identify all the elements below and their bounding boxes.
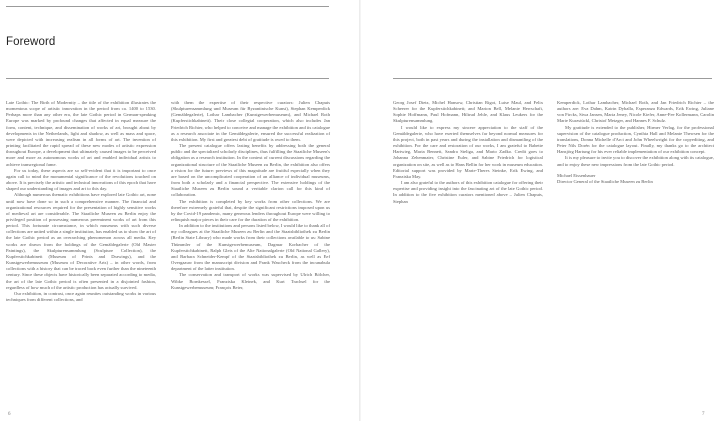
page-title: Foreword <box>6 36 56 48</box>
paragraph: It is my pleasure to invite you to discover the exhibition along with its catalogue, and to enjoy these new impressions from the late Gothic period. <box>557 155 714 167</box>
paragraph: Our exhibition, in contrast, once again reunites outstanding works in various techniques from different collections, and <box>6 290 156 302</box>
page-number-right: 7 <box>702 412 705 417</box>
right-page <box>361 0 720 421</box>
paragraph: The conservation and transport of works was supervised by Ulrich Bölcher, Wibke Bornkessel, Franziska Kleinek, and Kurt Trachsel for the Kunstgewerbemuseum; François Beier, <box>171 272 330 290</box>
text-column-2 <box>171 100 330 291</box>
paragraph: The exhibition is completed by key works from other collections. We are therefore extremely grateful that, despite the significant restrictions imposed upon us by the Covid-19 pandemic, many generous lenders throughout Europe were willing to relinquish major pieces in their care for the duration of the exhibition. <box>171 198 330 222</box>
text-column-4 <box>557 100 714 185</box>
text-column-3 <box>393 100 543 205</box>
paragraph: with them the expertise of their respective curators: Julien Chapuis (Skulpturensammlung und Museum für Byzantinische Kunst), Stephan Kemperdick (Gemäldegalerie), Lothar Lambacher (Kunstgewerbemuseum), and Michael Roth (Kupferstichkabinett). Their close collegial cooperation, which also includes Jan Friedrich Richter, who helped to conceive and manage the exhibition and its catalogue as a research associate in the Gemäldegalerie, ensured the successful realization of this exhibition. My first and greatest debt of gratitude is owed to them. <box>171 100 330 142</box>
text-column-1 <box>6 100 156 303</box>
paragraph: Although numerous thematic exhibitions have explored late Gothic art, none until now have done so in such a comprehensive manner. The financial and organizational resources required for the presentation of highly sensitive works of medieval art are considerable. The Staatliche Museen zu Berlin enjoy the privileged position of possessing numerous preeminent works of art from this period. This fortunate circumstance, in which museums with such diverse collections are united within a single institution, has enabled us to show the art of the late Gothic period as an overarching phenomenon across all media. Key works are drawn from the holdings of the Gemäldegalerie (Old Master Paintings), the Skulpturensammlung (Sculpture Collection), the Kupferstichkabinett (Museum of Prints and Drawings), and the Kunstgewerbemuseum (Museum of Decorative Arts) – in other words, from collections with a history that can be traced back even further than the nineteenth century. Since these objects have historically been separated according to media, the art of the late Gothic period is often presented in a disjointed fashion, regardless of how much of the artistic production has actually survived. <box>6 192 156 290</box>
paragraph: In addition to the institutions and persons listed below, I would like to thank all of my colleagues at the Staatliche Museen zu Berlin and the Staatsbibliothek zu Berlin (Berlin State Library) who made works from their collections available to us: Sabine Thümmler of the Kunstgewerbemuseum, Dagmar Korbacher of the Kupferstichkabinett, Ralph Gleis of the Alte Nationalgalerie (Old National Gallery), and Barbara Schneider-Kempf of the Staatsbibliothek zu Berlin, as well as Eef Overgaauw from the manuscript division and Frank Wascheck from the incunabula department of the latter institution. <box>171 223 330 272</box>
top-rule <box>6 6 329 7</box>
heading-rule <box>6 78 329 79</box>
paragraph: The present catalogue offers lasting benefits by addressing both the general public and the specialized scholarly disciplines, thus fulfilling the Staatliche Museen's obligation as a research institution. In the context of current discussions regarding the organizational structure of the Staatliche Museen zu Berlin, the exhibition also offers a vision for the future: previews of this magnitude are fruitful especially when they are based on the uncomplicated cooperation of an alliance of individual museums, from both a scholarly and a financial perspective. The extensive holdings of the Staatliche Museen zu Berlin sound a veritable clarion call for this kind of collaboration. <box>171 143 330 198</box>
paragraph: Georg Josef Dietz, Michel Hansow, Christian Rigot, Luise Maul, and Felix Scheerer for the Kupferstichkabinett; and Marion Bell, Melanie Herrschaft, Sophie Hoffmann, Paul Hofmann, Hiltrud Jehle, and Klaus Leukers for the Skulpturensammlung. <box>393 100 543 124</box>
heading-rule-right <box>393 78 712 79</box>
signature-name: Michael Eissenhauer <box>557 172 596 178</box>
paragraph: I am also grateful to the authors of this exhibition catalogue for offering their expertise and providing insight into the fascinating art of the late Gothic period. In addition to the five exhibition curators mentioned above – Julien Chapuis, Stephan <box>393 180 543 204</box>
paragraph: My gratitude is extended to the publisher, Hirmer Verlag, for the professional supervision of the catalogue production, Cynthia Hall and Melanie Thewsen for the translations, Donna Michelle d'Arci and John Wheelwright for the copyediting, and Peter Nils Dorén for the catalogue layout. Finally, my thanks go to the architect Hansjörg Hartung for his ever reliable implementation of our exhibition concept. <box>557 124 714 155</box>
paragraph: I would like to express my sincere appreciation to the staff of the Gemäldegalerie, who have exerted themselves far beyond normal measures for this project, both in past years and during the installation and dismantling of the exhibition. For the care and restoration of our works, I am grateful to Babette Hartwieg, Maria Bennett, Sandra Steliga, and Mario Zadko. Credit goes to Johanna Zehenmaier, Christine Euler, and Sabine Friedrich for logistical organization on site, as well as to Hans Bellin for her work in museum education. Editorial support was provided by Marie-Theres Steinke, Erik Ewing, and Franziska May. <box>393 124 543 179</box>
signature-title: Director General of the Staatliche Museen zu Berlin <box>557 178 653 184</box>
paragraph: Kemperdick, Lothar Lambacher, Michael Roth, and Jan Friedrich Richter – the authors are: Eva Dahm, Katrin Dyballa, Esperanza Edwards, Erik Ewing, Juliane von Fircks, Siwa Jansen, Maria Jeney, Nicole Kiefer, Anne-Fee Kollermann, Carolin Marie Kurzstückl, Christof Metzger, and Hannes F. Schulz. <box>557 100 714 124</box>
paragraph: Late Gothic: The Birth of Modernity – the title of the exhibition illustrates the momentous scope of artistic innovation in the period from ca. 1400 to 1530. Perhaps more than any other era, the late Gothic period in German-speaking Europe was marked by profound changes that affected in equal measure the form, content, technique, and dissemination of works of art, brought about by developments in the Netherlands, light and shadow, as well as mass and space, were depicted with increasing realism in all forms of art. The invention of printing facilitated the rapid spread of these new modes of artistic expression throughout Europe, a development that ultimately caused images to be perceived more and more as autonomous works of art and enabled individual artists to achieve transregional fame. <box>6 100 156 167</box>
page-number-left: 6 <box>8 412 11 417</box>
paragraph: For us today, these aspects are so self-evident that it is important to once again call to mind the monumental significance of the revolutions touched on above. It is precisely the artistic and technical innovations of this epoch that have shaped our understanding of images and art to this day. <box>6 167 156 192</box>
